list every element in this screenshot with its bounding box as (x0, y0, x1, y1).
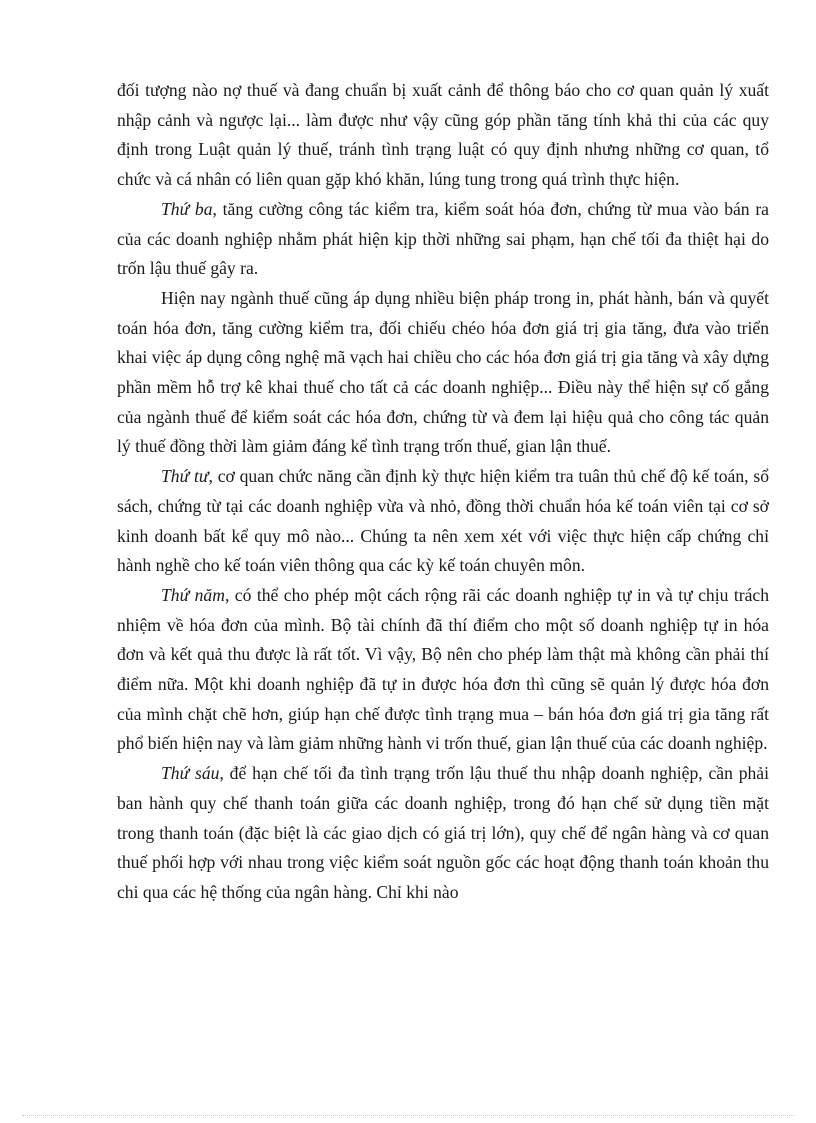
paragraph-2-lead: Thứ ba (161, 198, 213, 219)
paragraph-1 (117, 76, 769, 195)
paragraph-2-text: , tăng cường công tác kiểm tra, kiểm soát hóa đơn, chứng từ mua vào bán ra của các doanh nghiệp nhằm phát hiện kịp thời những sai phạm, hạn chế tối đa thiệt hại do trốn lậu thuế gây ra. (117, 198, 769, 279)
paragraph-5-lead: Thứ năm (161, 584, 225, 605)
paragraph-5 (117, 581, 769, 759)
paragraph-3-text: Hiện nay ngành thuế cũng áp dụng nhiều biện pháp trong in, phát hành, bán và quyết toán hóa đơn, tăng cường kiểm tra, đối chiếu chéo hóa đơn giá trị gia tăng, đưa vào triển khai việc áp dụng công nghệ mã vạch hai chiều cho các hóa đơn giá trị gia tăng và xây dựng phần mềm hỗ trợ kê khai thuế cho tất cả các doanh nghiệp... Điều này thể hiện sự cố gắng của ngành thuế để kiểm soát các hóa đơn, chứng từ và đem lại hiệu quả cho công tác quản lý thuế đồng thời làm giảm đáng kể tình trạng trốn thuế, gian lận thuế. (117, 287, 769, 457)
paragraph-2 (117, 195, 769, 284)
paragraph-1-text: đối tượng nào nợ thuế và đang chuẩn bị xuất cảnh để thông báo cho cơ quan quản lý xuất nhập cảnh và ngược lại... làm được như vậy cũng góp phần tăng tính khả thi của các quy định trong Luật quản lý thuế, tránh tình trạng luật có quy định nhưng những cơ quan, tổ chức và cá nhân có liên quan gặp khó khăn, lúng tung trong quá trình thực hiện. (117, 80, 769, 190)
paragraph-4-text: , cơ quan chức năng cần định kỳ thực hiện kiểm tra tuân thủ chế độ kế toán, sổ sách, chứng từ tại các doanh nghiệp vừa và nhỏ, đồng thời chuẩn hóa kế toán viên tại cơ sở kinh doanh bất kể quy mô nào... Chúng ta nên xem xét với việc thực hiện cấp chứng chỉ hành nghề cho kế toán viên thông qua các kỳ kế toán chuyên môn. (117, 466, 769, 576)
paragraph-6-text: , để hạn chế tối đa tình trạng trốn lậu thuế thu nhập doanh nghiệp, cần phải ban hành quy chế thanh toán giữa các doanh nghiệp, trong đó hạn chế sử dụng tiền mặt trong thanh toán (đặc biệt là các giao dịch có giá trị lớn), quy chế để ngân hàng và cơ quan thuế phối hợp với nhau trong việc kiểm soát nguồn gốc các hoạt động thanh toán khoản thu chi qua các hệ thống của ngân hàng. Chỉ khi nào (117, 763, 769, 902)
page-bottom-divider (22, 1115, 794, 1116)
paragraph-6-lead: Thứ sáu (161, 763, 220, 784)
paragraph-4 (117, 462, 769, 581)
paragraph-6 (117, 759, 769, 908)
paragraph-4-lead: Thứ tư (161, 466, 209, 487)
document-body (117, 76, 769, 908)
paragraph-3 (117, 284, 769, 462)
paragraph-5-text: , có thể cho phép một cách rộng rãi các doanh nghiệp tự in và tự chịu trách nhiệm về hóa đơn của mình. Bộ tài chính đã thí điểm cho một số doanh nghiệp tự in hóa đơn và kết quả thu được là rất tốt. Vì vậy, Bộ nên cho phép làm thật mà không cần phải thí điểm nữa. Một khi doanh nghiệp đã tự in được hóa đơn thì cũng sẽ quản lý được hóa đơn của mình chặt chẽ hơn, giúp hạn chế được tình trạng mua – bán hóa đơn giá trị gia tăng rất phổ biến hiện nay và làm giảm những hành vi trốn thuế, gian lận thuế của các doanh nghiệp. (117, 584, 769, 754)
